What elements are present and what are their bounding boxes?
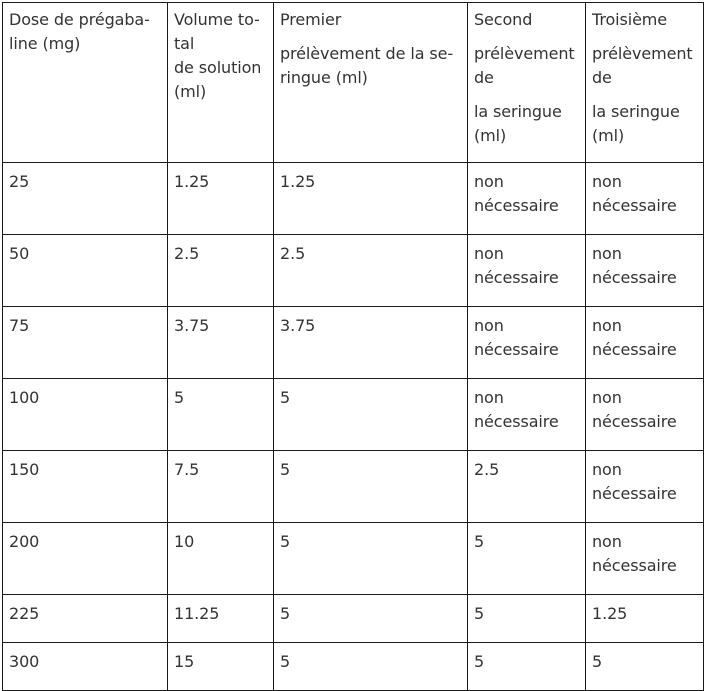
cell-third-draw [586,379,704,451]
header-text: Premier [280,10,342,29]
header-text: la seringue [474,102,562,121]
cell-word: non [474,244,504,263]
cell-word: nécessaire [592,484,677,503]
cell-third-draw [586,451,704,523]
cell-word: nécessaire [474,268,559,287]
header-text: prélèvement de la se- [280,44,454,63]
cell-first-draw: 5 [274,379,468,451]
header-text: (ml) [592,126,625,145]
table-row [3,379,704,451]
header-gap [474,90,579,100]
cell-word: nécessaire [592,412,677,431]
cell-second-draw [468,379,586,451]
cell-total-volume: 11.25 [168,595,274,643]
dosage-table [2,2,704,691]
cell-dose: 50 [3,235,168,307]
header-text: Second [474,10,533,29]
cell-second-draw [468,235,586,307]
header-text: la seringue [592,102,680,121]
cell-total-volume: 2.5 [168,235,274,307]
table-row [3,643,704,691]
cell-word: non [474,316,504,335]
cell-word: non [592,532,622,551]
cell-third-draw [586,235,704,307]
table-row [3,595,704,643]
cell-word: nécessaire [592,196,677,215]
header-text: de [592,68,612,87]
table-body [3,163,704,691]
header-text: Volume to- [174,10,260,29]
cell-third-draw [586,163,704,235]
header-gap [592,90,697,100]
cell-word: nécessaire [592,340,677,359]
cell-third-draw [586,307,704,379]
cell-dose: 300 [3,643,168,691]
header-text: Dose de prégaba- [9,10,150,29]
cell-second-draw [468,163,586,235]
cell-total-volume: 7.5 [168,451,274,523]
cell-third-draw: 5 [586,643,704,691]
header-first-draw [274,3,468,163]
cell-third-draw [586,523,704,595]
cell-total-volume: 15 [168,643,274,691]
header-dose [3,3,168,163]
cell-first-draw: 5 [274,523,468,595]
cell-first-draw: 5 [274,595,468,643]
cell-dose: 200 [3,523,168,595]
header-second-draw [468,3,586,163]
header-text: de solution [174,58,262,77]
header-text: ringue (ml) [280,68,368,87]
cell-second-draw: 5 [468,643,586,691]
cell-word: non [592,244,622,263]
cell-word: non [592,316,622,335]
table-row [3,235,704,307]
table-row [3,523,704,595]
header-text: de [474,68,494,87]
header-text: tal [174,34,195,53]
header-third-draw [586,3,704,163]
cell-dose: 225 [3,595,168,643]
header-text: prélèvement [474,44,575,63]
cell-first-draw: 2.5 [274,235,468,307]
cell-second-draw: 5 [468,523,586,595]
cell-word: nécessaire [592,268,677,287]
cell-word: nécessaire [592,556,677,575]
cell-word: non [474,388,504,407]
table-row [3,307,704,379]
cell-second-draw [468,307,586,379]
cell-word: nécessaire [474,196,559,215]
header-total-volume [168,3,274,163]
header-text: Troisième [592,10,668,29]
cell-second-draw: 5 [468,595,586,643]
cell-first-draw: 3.75 [274,307,468,379]
cell-first-draw: 5 [274,451,468,523]
header-gap [592,32,697,42]
header-text: (ml) [474,126,507,145]
cell-word: non [474,172,504,191]
cell-total-volume: 5 [168,379,274,451]
cell-total-volume: 3.75 [168,307,274,379]
header-row [3,3,704,163]
cell-dose: 25 [3,163,168,235]
cell-dose: 75 [3,307,168,379]
cell-word: nécessaire [474,412,559,431]
header-text: line (mg) [9,34,81,53]
header-text: (ml) [174,82,207,101]
cell-word: non [592,388,622,407]
cell-dose: 100 [3,379,168,451]
cell-total-volume: 10 [168,523,274,595]
table-row [3,451,704,523]
cell-second-draw: 2.5 [468,451,586,523]
header-text: prélèvement [592,44,693,63]
cell-word: non [592,460,622,479]
cell-dose: 150 [3,451,168,523]
cell-total-volume: 1.25 [168,163,274,235]
cell-word: non [592,172,622,191]
header-gap [280,32,461,42]
cell-word: nécessaire [474,340,559,359]
cell-third-draw: 1.25 [586,595,704,643]
cell-first-draw: 5 [274,643,468,691]
table-row [3,163,704,235]
cell-first-draw: 1.25 [274,163,468,235]
header-gap [474,32,579,42]
